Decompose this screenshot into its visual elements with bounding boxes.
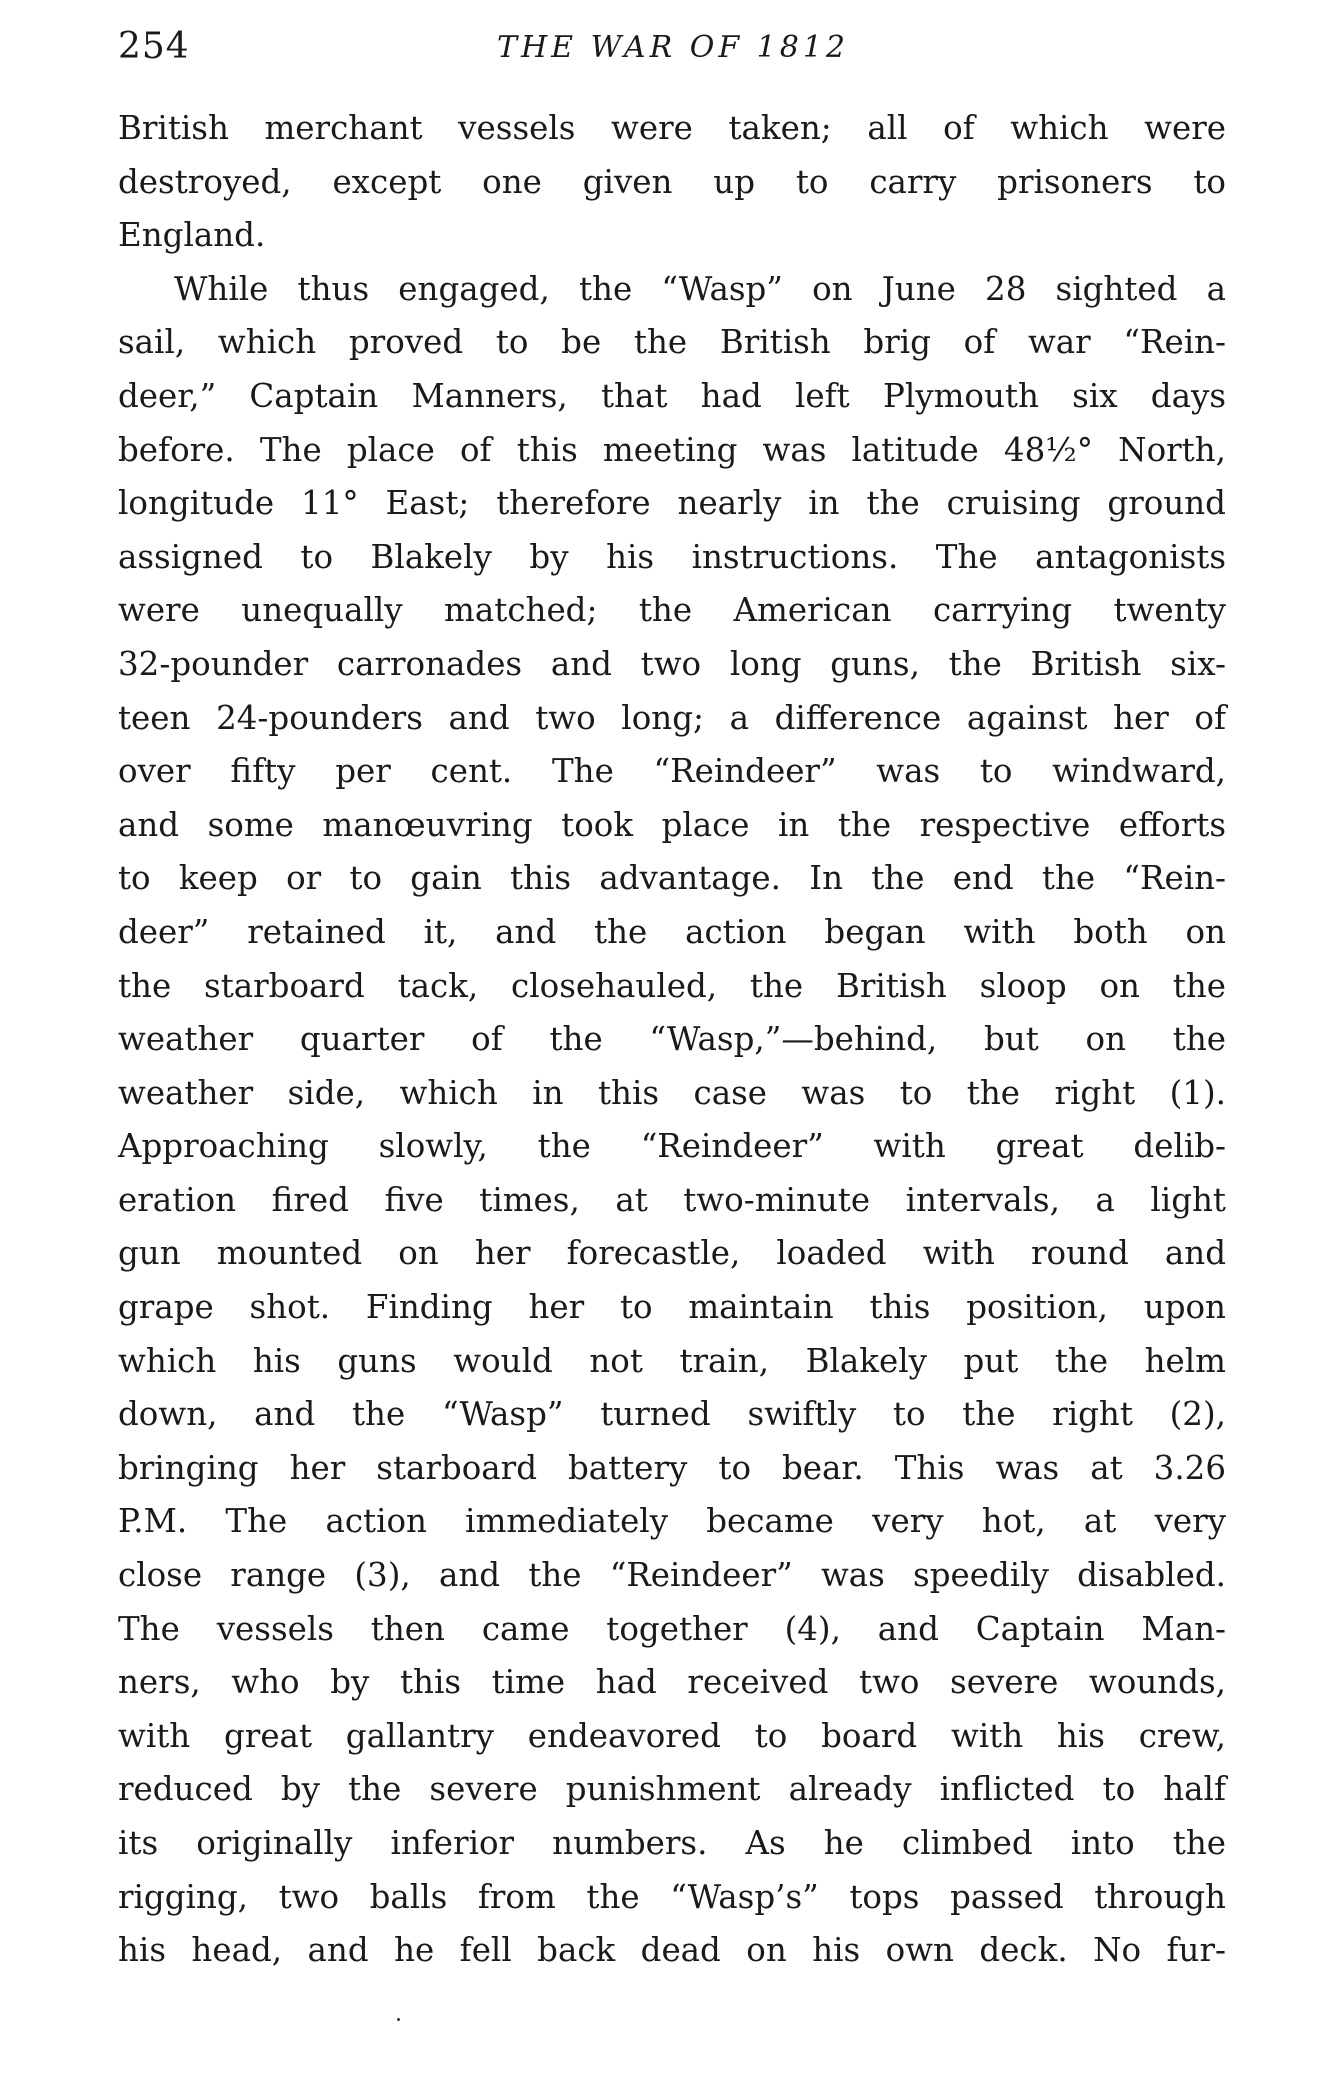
text-line: gun mounted on her forecastle, loaded with round and bbox=[118, 1234, 1226, 1273]
text-line: bringing her starboard battery to bear. This was at 3.26 bbox=[118, 1448, 1226, 1487]
text-line: teen 24-pounders and two long; a difference against her of bbox=[118, 698, 1226, 737]
body-text bbox=[118, 102, 1226, 2085]
text-line: with great gallantry endeavored to board with his crew, bbox=[118, 1716, 1226, 1755]
text-line: his head, and he fell back dead on his own deck. No fur- bbox=[118, 1931, 1226, 1970]
text-line bbox=[118, 1978, 1226, 2032]
text-line: sail, which proved to be the British brig of war “Rein- bbox=[118, 323, 1226, 362]
text-line: England. bbox=[118, 216, 266, 255]
text-line: longitude 11° East; therefore nearly in the cruising ground bbox=[118, 484, 1226, 523]
text-line: deer” retained it, and the action began with both on bbox=[118, 912, 1226, 951]
text-line: weather side, which in this case was to the right (1). bbox=[118, 1073, 1226, 1112]
running-head: THE WAR OF 1812 bbox=[496, 30, 850, 65]
text-line: to keep or to gain this advantage. In the end the “Rein- bbox=[118, 859, 1226, 898]
text-line: reduced by the severe punishment already inflicted to half bbox=[118, 1770, 1226, 1809]
text-line: The vessels then came together (4), and Captain Man- bbox=[118, 1609, 1226, 1648]
text-line: While thus engaged, the “Wasp” on June 28 sighted a bbox=[174, 269, 1226, 308]
text-line: deer,” Captain Manners, that had left Plymouth six days bbox=[118, 376, 1226, 415]
text-line: British merchant vessels were taken; all of which were bbox=[118, 109, 1226, 147]
text-line: Approaching slowly, the “Reindeer” with great delib- bbox=[118, 1127, 1226, 1166]
text-line bbox=[118, 2031, 1226, 2085]
text-line: P.M. The action immediately became very hot, at very bbox=[118, 1502, 1226, 1541]
text-line: ners, who by this time had received two severe wounds, bbox=[118, 1663, 1226, 1702]
text-line: which his guns would not train, Blakely put the helm bbox=[118, 1341, 1226, 1380]
text-line: and some manœuvring took place in the respective efforts bbox=[118, 805, 1226, 844]
text-line: its originally inferior numbers. As he climbed into the bbox=[118, 1824, 1226, 1862]
text-line: assigned to Blakely by his instructions. The antagonists bbox=[118, 537, 1226, 576]
text-line: the starboard tack, closehauled, the British sloop on the bbox=[118, 966, 1226, 1005]
text-line: grape shot. Finding her to maintain this position, upon bbox=[118, 1288, 1226, 1327]
text-line: rigging, two balls from the “Wasp’s” tops passed through bbox=[118, 1877, 1226, 1916]
text-line: destroyed, except one given up to carry prisoners to bbox=[118, 162, 1226, 201]
text-line: eration fired five times, at two-minute intervals, a light bbox=[118, 1180, 1226, 1219]
text-line: before. The place of this meeting was latitude 48½° North, bbox=[118, 430, 1226, 469]
text-line: were unequally matched; the American carrying twenty bbox=[118, 591, 1226, 630]
page-header bbox=[118, 26, 1228, 76]
text-line: 32-pounder carronades and two long guns, the British six- bbox=[118, 644, 1226, 683]
text-line: down, and the “Wasp” turned swiftly to the right (2), bbox=[118, 1395, 1226, 1434]
stray-ink-dot bbox=[397, 2018, 400, 2021]
page-number: 254 bbox=[118, 26, 190, 67]
text-line: over fifty per cent. The “Reindeer” was to windward, bbox=[118, 752, 1226, 791]
text-line: close range (3), and the “Reindeer” was speedily disabled. bbox=[118, 1556, 1226, 1595]
text-line: weather quarter of the “Wasp,”—behind, but on the bbox=[118, 1020, 1226, 1059]
